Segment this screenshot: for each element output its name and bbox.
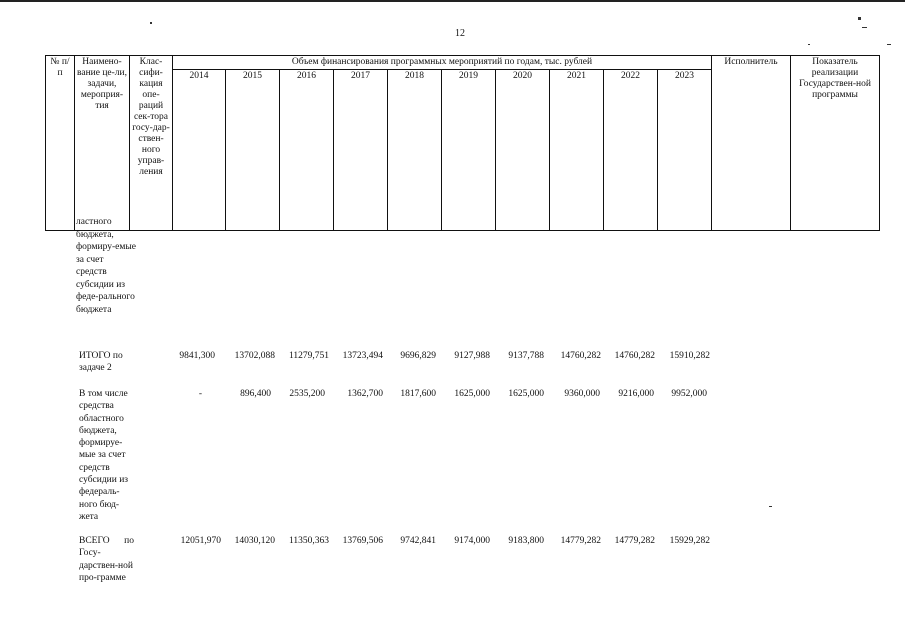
scan-speck: [808, 44, 810, 45]
row-label: В том числе средства областного бюджета, формируе-мые за счет средств субсидии из федераль-ного бюд-жета: [79, 389, 129, 522]
header-indicator-column: Показатель реализации Государствен-ной программы: [791, 56, 880, 231]
row-value: 14760,282: [560, 351, 601, 361]
header-year: 2017: [334, 70, 388, 231]
row-value: 1362,700: [347, 389, 383, 399]
row-value: 9127,988: [454, 351, 490, 361]
row-value: 13723,494: [342, 351, 383, 361]
row-value: 2535,200: [289, 389, 325, 399]
row-value: -: [198, 389, 202, 399]
row-value: 14760,282: [614, 351, 655, 361]
row-value: 9696,829: [400, 351, 436, 361]
header-funding-title: Объем финансирования программных мероприятий по годам, тыс. рублей: [173, 56, 712, 70]
row-value: 14030,120: [234, 536, 275, 546]
header-year: 2018: [388, 70, 442, 231]
header-year: 2019: [442, 70, 496, 231]
page-number: 12: [455, 28, 465, 39]
header-year: 2021: [550, 70, 604, 231]
row-value: 13769,506: [342, 536, 383, 546]
row-value: 9137,788: [508, 351, 544, 361]
scan-speck: [887, 44, 891, 45]
row-value: 9742,841: [400, 536, 436, 546]
row-value: 15910,282: [669, 351, 710, 361]
row-value: 9216,000: [618, 389, 654, 399]
scan-speck: [769, 506, 772, 507]
row-value: 896,400: [240, 389, 271, 399]
header-year: 2020: [496, 70, 550, 231]
row-value: 15929,282: [669, 536, 710, 546]
funding-table-header: [45, 55, 880, 231]
row-value: 14779,282: [560, 536, 601, 546]
row-value: 1625,000: [454, 389, 490, 399]
row-value: 11279,751: [288, 351, 329, 361]
row-label: ИТОГО по задаче 2: [79, 351, 123, 374]
scan-speck: [862, 27, 867, 28]
continued-row-label: ластного бюджета, формиру-емые за счет средств субсидии из феде-рального бюджета: [76, 217, 136, 315]
header-year: 2015: [226, 70, 280, 231]
header-year: 2016: [280, 70, 334, 231]
header-number-column: № п/п: [46, 56, 75, 231]
row-value: 13702,088: [234, 351, 275, 361]
header-year: 2014: [173, 70, 226, 231]
header-year: 2023: [658, 70, 712, 231]
header-year: 2022: [604, 70, 658, 231]
row-value: 14779,282: [614, 536, 655, 546]
row-value: 9174,000: [454, 536, 490, 546]
scan-speck: [150, 22, 152, 24]
row-value: 9952,000: [671, 389, 707, 399]
row-value: 1625,000: [508, 389, 544, 399]
row-label: ВСЕГО по Госу-дарствен-ной про-грамме: [79, 536, 134, 583]
header-classification-column: Клас-сифи-кация опе-раций сек-тора госу-дар-ствен-ного управ-ления: [130, 56, 173, 231]
header-executor-column: Исполнитель: [712, 56, 791, 231]
row-value: 11350,363: [288, 536, 329, 546]
row-value: 9841,300: [179, 351, 215, 361]
header-name-column: Наимено-вание це-ли, задачи, мероприя-тия: [75, 56, 130, 231]
scan-speck: [858, 17, 861, 20]
row-value: 9183,800: [508, 536, 544, 546]
row-value: 1817,600: [400, 389, 436, 399]
row-value: 12051,970: [180, 536, 221, 546]
row-value: 9360,000: [564, 389, 600, 399]
scan-top-edge: [0, 0, 905, 2]
